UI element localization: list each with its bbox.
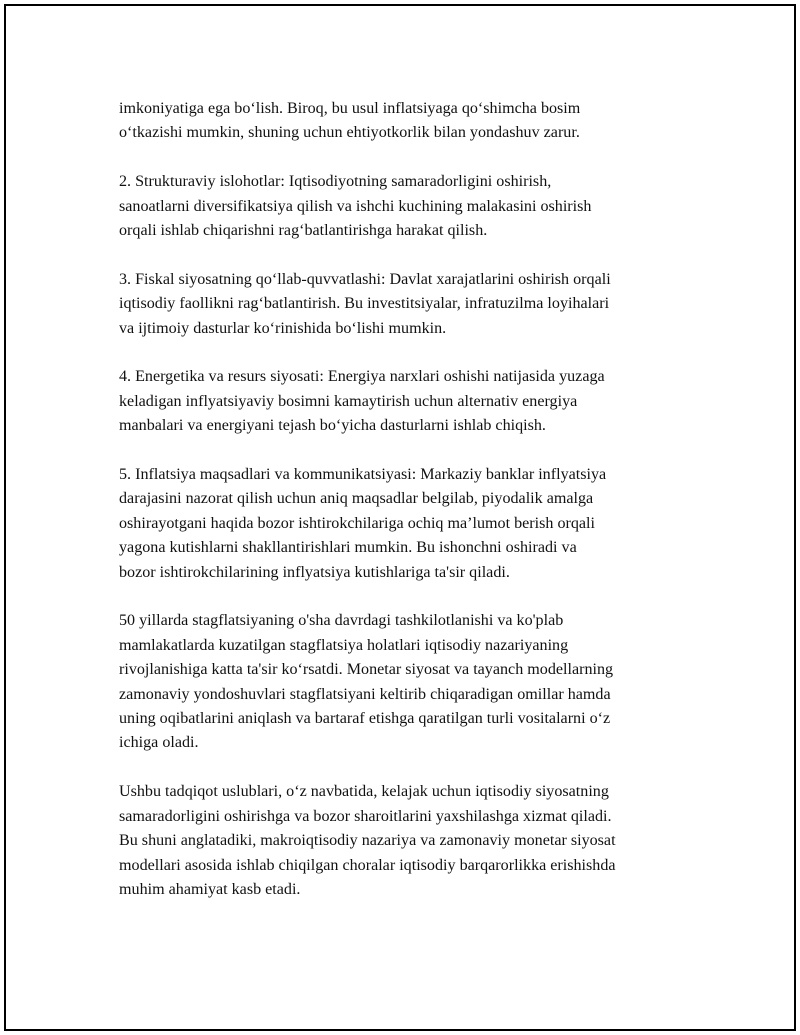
text-line: 5. Inflatsiya maqsadlari va kommunikatsiyasi: Markaziy banklar inflyatsiya [119,466,607,484]
document-body [119,97,699,927]
text-line: manbalari va energiyani tejash bo‘yicha dasturlarni ishlab chiqish. [119,417,546,435]
text-line: 50 yillarda stagflatsiyaning o'sha davrdagi tashkilotlanishi va ko'plab [119,612,564,630]
text-line: oshirayotgani haqida bozor ishtirokchilariga ochiq ma’lumot berish orqali [119,514,595,532]
paragraph-energy-policy [119,365,699,438]
text-line: iqtisodiy faollikni rag‘batlantirish. Bu investitsiyalar, infratuzilma loyihalari [119,295,610,313]
text-line: zamonaviy yondoshuvlari stagflatsiyani keltirib chiqaradigan omillar hamda [119,685,611,703]
text-line: 4. Energetika va resurs siyosati: Energiya narxlari oshishi natijasida yuzaga [119,368,605,386]
text-line: mamlakatlarda kuzatilgan stagflatsiya holatlari iqtisodiy nazariyaning [119,636,569,654]
document-page [4,4,796,1031]
text-line: 3. Fiskal siyosatning qo‘llab-quvvatlashi: Davlat xarajatlarini oshirish orqali [119,270,611,288]
text-line: 2. Strukturaviy islohotlar: Iqtisodiyotning samaradorligini oshirish, [119,173,552,191]
text-line: muhim ahamiyat kasb etadi. [119,880,301,898]
paragraph-inflation-targets [119,463,699,585]
text-line: ichiga oladi. [119,734,199,752]
text-line: imkoniyatiga ega bo‘lish. Biroq, bu usul inflatsiyaga qo‘shimcha bosim [119,100,581,117]
text-line: samaradorligini oshirishga va bozor sharoitlarini yaxshilashga xizmat qiladi. [119,807,612,825]
text-line: bozor ishtirokchilarining inflyatsiya kutishlariga ta'sir qiladi. [119,563,510,581]
text-line: va ijtimoiy dasturlar ko‘rinishida bo‘lishi mumkin. [119,319,447,337]
paragraph-structural-reforms [119,170,699,243]
paragraph-stagflation-history [119,609,699,755]
text-line: sanoatlarni diversifikatsiya qilish va ishchi kuchining malakasini oshirish [119,197,592,215]
text-line: darajasini nazorat qilish uchun aniq maqsadlar belgilab, piyodalik amalga [119,490,594,508]
paragraph-fiscal-policy [119,268,699,341]
text-line: yagona kutishlarni shakllantirishlari mumkin. Bu ishonchni oshiradi va [119,539,577,557]
text-line: modellari asosida ishlab chiqilgan choralar iqtisodiy barqarorlikka erishishda [119,856,616,874]
paragraph-continuation [119,97,699,146]
text-line: keladigan inflyatsiyaviy bosimni kamaytirish uchun alternativ energiya [119,392,578,410]
text-line: rivojlanishiga katta ta'sir ko‘rsatdi. Monetar siyosat va tayanch modellarning [119,661,614,679]
text-line: uning oqibatlarini aniqlash va bartaraf etishga qaratilgan turli vositalarni o‘z [119,710,611,728]
text-line: Ushbu tadqiqot uslublari, o‘z navbatida, kelajak uchun iqtisodiy siyosatning [119,783,609,801]
text-line: orqali ishlab chiqarishni rag‘batlantirishga harakat qilish. [119,222,488,240]
text-line: Bu shuni anglatadiki, makroiqtisodiy nazariya va zamonaviy monetar siyosat [119,832,616,850]
text-line: o‘tkazishi mumkin, shuning uchun ehtiyotkorlik bilan yondashuv zarur. [119,124,580,142]
paragraph-conclusion [119,780,699,902]
